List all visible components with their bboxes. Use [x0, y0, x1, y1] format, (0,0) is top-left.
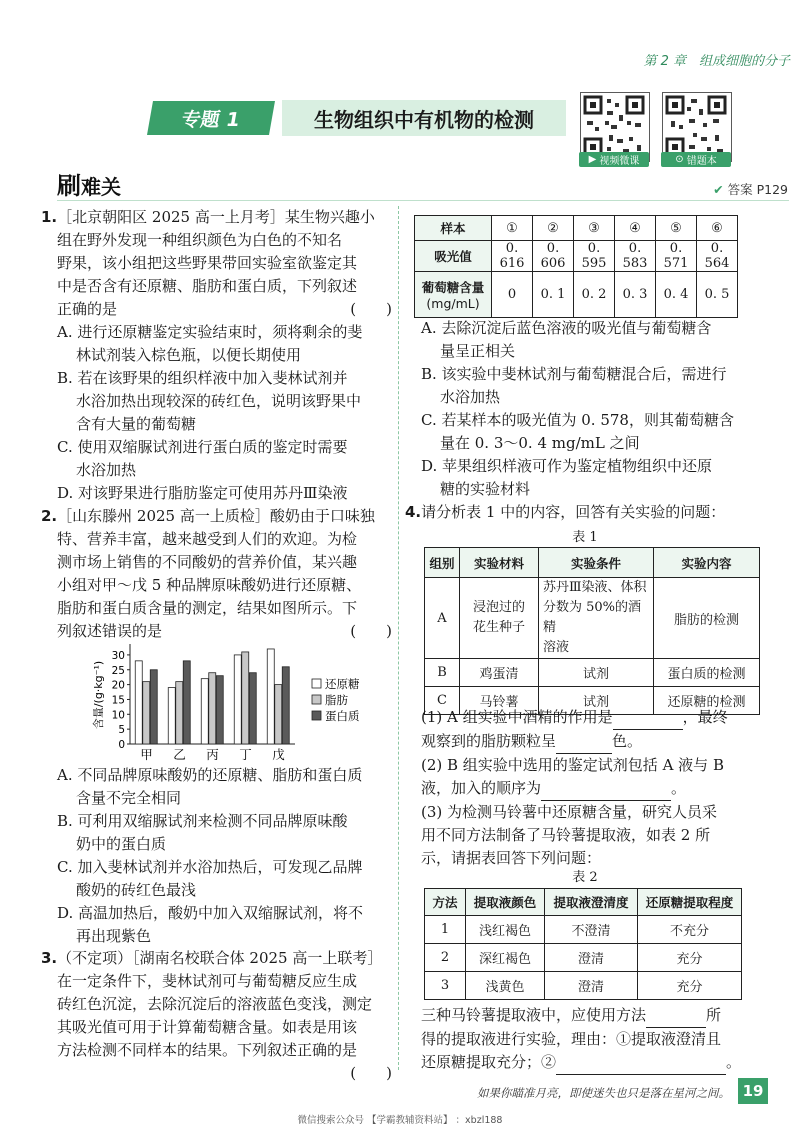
- x-tick-label: 丙: [206, 747, 219, 762]
- answer-blank[interactable]: [541, 777, 671, 801]
- stem-line: 其吸光值可用于计算葡萄糖含量。如表是用该: [57, 1018, 358, 1036]
- option-b[interactable]: [421, 363, 751, 409]
- table-cell: ②: [533, 216, 574, 241]
- question-4: [405, 501, 761, 524]
- option-c[interactable]: [57, 436, 392, 482]
- answer-blank[interactable]: [613, 706, 683, 730]
- y-tick-label: 10: [111, 709, 125, 722]
- bar-脂肪-丁: [242, 652, 249, 744]
- topic-title: 生物组织中有机物的检测: [282, 100, 566, 136]
- table-cell: 0. 2: [574, 272, 615, 318]
- cell-line: 溶液: [543, 640, 570, 655]
- answer-blank[interactable]: [556, 730, 612, 754]
- column-header: 实验材料: [460, 548, 539, 578]
- table-cell: 0. 1: [533, 272, 574, 318]
- table-cell: B: [425, 659, 460, 687]
- option-a[interactable]: [57, 764, 392, 810]
- table-row: [425, 916, 742, 944]
- cell-line: 分数为 50%的酒精: [543, 600, 642, 635]
- question-4-tail: [421, 1004, 761, 1075]
- table-cell: 试剂: [539, 687, 654, 715]
- sub-text: 还原糖提取充分；②: [421, 1053, 557, 1071]
- option-d[interactable]: [57, 482, 392, 505]
- y-axis-label: 含量/(g·kg⁻¹): [92, 660, 105, 730]
- bar-chart: [90, 640, 390, 762]
- legend-swatch: [312, 711, 321, 720]
- search-icon: ⊙: [675, 154, 687, 165]
- table-cell: 澄清: [545, 944, 638, 972]
- table-cell: 1: [425, 916, 466, 944]
- question-2: [41, 505, 392, 643]
- table-cell: A: [425, 578, 460, 659]
- y-tick-label: 0: [118, 739, 125, 751]
- option-line: 水浴加热: [440, 388, 501, 406]
- bar-脂肪-甲: [143, 682, 150, 744]
- table-cell: 3: [425, 972, 466, 1000]
- column-header: 组别: [425, 548, 460, 578]
- table-header-row: [425, 548, 760, 578]
- option-b[interactable]: [57, 367, 392, 436]
- footer-credit: 微信搜索公众号 【学霸教辅资料站】 ：xbzl188: [297, 1115, 503, 1126]
- stem-line: 中是否含有还原糖、脂肪和蛋白质，下列叙述: [57, 277, 358, 295]
- sub-text: ，最终: [682, 708, 728, 726]
- option-line: D. 高温加热后，酸奶中加入双缩脲试剂，将不: [57, 904, 364, 922]
- bar-脂肪-丙: [209, 673, 216, 744]
- sub-text: 。: [726, 1053, 742, 1071]
- question-number: 1.: [41, 208, 58, 226]
- column-header: 提取液澄清度: [545, 889, 638, 916]
- table-cell: 澄清: [545, 972, 638, 1000]
- column-header: 实验条件: [539, 548, 654, 578]
- cell-line: 苏丹Ⅲ染液、体积: [543, 580, 647, 595]
- answer-blank[interactable]: [556, 1051, 726, 1075]
- option-a[interactable]: [57, 321, 392, 367]
- sub-text: 所: [706, 1006, 722, 1024]
- sub-text: (3) 为检测马铃薯中还原糖含量，研究人员采: [421, 803, 718, 821]
- table-cell: 脂肪的检测: [654, 578, 760, 659]
- legend-swatch: [312, 679, 321, 688]
- table-cell: 浅黄色: [466, 972, 545, 1000]
- y-tick-label: 5: [118, 724, 125, 737]
- option-d[interactable]: [57, 902, 392, 948]
- table-row: [415, 216, 738, 241]
- stem-line: ［北京朝阳区 2025 高一上月考］某生物兴趣小: [57, 208, 375, 226]
- option-line: C. 若某样本的吸光值为 0. 578，则其葡萄糖含: [421, 411, 734, 429]
- table-cell: 0. 595: [574, 241, 615, 272]
- sub-text: 三种马铃薯提取液中，应使用方法: [421, 1006, 647, 1024]
- x-tick-label: 乙: [173, 747, 186, 762]
- stem-line: 脂肪和蛋白质含量的测定，结果如图所示。下: [57, 599, 358, 617]
- qr-pattern-icon: [581, 93, 647, 159]
- question-number: 4.: [405, 503, 422, 521]
- section-mark-big: 刷: [57, 172, 81, 200]
- extraction-table: [424, 888, 742, 1000]
- row-label: [415, 272, 492, 318]
- table-cell: 0. 606: [533, 241, 574, 272]
- bar-还原糖-甲: [135, 661, 142, 744]
- cell-line: 浸泡过的: [472, 600, 525, 615]
- table-cell: 0. 3: [615, 272, 656, 318]
- table-cell: 马铃薯: [460, 687, 539, 715]
- column-divider: [398, 206, 400, 1070]
- bar-还原糖-丁: [234, 655, 241, 744]
- table-row: [425, 578, 760, 659]
- qr-label-mistakes[interactable]: [661, 152, 731, 167]
- option-line: 水浴加热: [76, 461, 137, 479]
- stem-line: 请分析表 1 中的内容，回答有关实验的问题：: [421, 503, 726, 521]
- bar-蛋白质-戊: [282, 667, 289, 744]
- option-line: 林试剂装入棕色瓶，以便长期使用: [76, 346, 302, 364]
- option-line: C. 使用双缩脲试剂进行蛋白质的鉴定时需要: [57, 438, 348, 456]
- answer-label: 答案: [727, 182, 753, 197]
- answer-paren: ( ): [350, 1064, 392, 1082]
- table-cell: 深红褐色: [466, 944, 545, 972]
- bar-蛋白质-甲: [150, 670, 157, 744]
- answer-reference: [668, 180, 788, 198]
- sub-text: 得的提取液进行实验，理由：①提取液澄清且: [421, 1030, 722, 1048]
- option-line: 酸奶的砖红色最浅: [76, 881, 197, 899]
- table2-caption: 表 2: [572, 870, 598, 885]
- play-icon: ▶: [588, 154, 600, 165]
- table-cell: 充分: [638, 972, 742, 1000]
- table1-caption: 表 1: [572, 530, 598, 545]
- option-c[interactable]: [421, 409, 751, 455]
- footer-quote: 如果你瞄准月亮，即使迷失也只是落在星河之间。: [477, 1086, 730, 1100]
- question-3-options: [421, 317, 751, 501]
- table-cell: 0. 564: [697, 241, 738, 272]
- option-line: A. 不同品牌原味酸奶的还原糖、脂肪和蛋白质: [57, 766, 363, 784]
- sub-text: 观察到的脂肪颗粒呈: [421, 732, 557, 750]
- x-tick-label: 丁: [239, 747, 252, 762]
- option-line: 含有大量的葡萄糖: [76, 415, 197, 433]
- answer-paren: ( ): [350, 300, 392, 318]
- check-icon: ✔: [713, 182, 724, 197]
- table-cell: ⑥: [697, 216, 738, 241]
- column-header: 方法: [425, 889, 466, 916]
- question-number: 2.: [41, 507, 58, 525]
- option-d[interactable]: [421, 455, 751, 501]
- bar-还原糖-乙: [168, 688, 175, 744]
- option-line: 糖的实验材料: [440, 480, 531, 498]
- sub-text: 示，请据表回答下列问题：: [421, 849, 602, 867]
- table-cell: ①: [492, 216, 533, 241]
- stem-line: 野果，该小组把这些野果带回实验室欲鉴定其: [57, 254, 358, 272]
- page-number-text: 19: [742, 1082, 764, 1100]
- answer-paren: ( ): [350, 622, 392, 640]
- option-line: 量呈正相关: [440, 342, 516, 360]
- table-cell: 0. 571: [656, 241, 697, 272]
- legend-label: 脂肪: [325, 693, 348, 707]
- bar-脂肪-戊: [275, 685, 282, 744]
- experiment-table: [424, 547, 760, 715]
- question-2-options: [57, 764, 392, 948]
- option-b[interactable]: [57, 810, 392, 856]
- table-row: [425, 659, 760, 687]
- stem-line: 在一定条件下，斐林试剂可与葡萄糖反应生成: [57, 972, 358, 990]
- option-line: B. 该实验中斐林试剂与葡萄糖混合后，需进行: [421, 365, 727, 383]
- column-header: 提取液颜色: [466, 889, 545, 916]
- sub-text: 液，加入的顺序为: [421, 779, 542, 797]
- column-header: 还原糖提取程度: [638, 889, 742, 916]
- y-tick-label: 20: [111, 679, 125, 692]
- table-cell: 0. 583: [615, 241, 656, 272]
- chart-svg: [90, 640, 390, 762]
- table-cell: 0. 616: [492, 241, 533, 272]
- table-row: [415, 272, 738, 318]
- stem-line: 测市场上销售的不同酸奶的营养价值，某兴趣: [57, 553, 358, 571]
- topic-badge: [147, 101, 275, 135]
- table-header-row: [425, 889, 742, 916]
- y-tick-label: 30: [111, 649, 125, 662]
- question-number: 3.: [41, 949, 58, 967]
- row-label-line: (mg/mL): [426, 296, 480, 311]
- x-tick-label: 甲: [140, 747, 153, 762]
- absorbance-table: [414, 215, 738, 318]
- option-line: 含量不完全相同: [76, 789, 182, 807]
- table-cell: 试剂: [539, 659, 654, 687]
- option-line: 量在 0. 3～0. 4 mg/mL 之间: [440, 434, 640, 452]
- option-line: D. 苹果组织样液可作为鉴定植物组织中还原: [421, 457, 713, 475]
- sub-text: 色。: [612, 732, 643, 750]
- question-3: [41, 947, 392, 1085]
- stem-line: （不定项）［湖南名校联合体 2025 高一上联考］: [57, 949, 383, 967]
- option-line: D. 对该野果进行脂肪鉴定可使用苏丹Ⅲ染液: [57, 484, 348, 502]
- option-a[interactable]: [421, 317, 751, 363]
- table-cell: 充分: [638, 944, 742, 972]
- bar-蛋白质-丙: [216, 676, 223, 744]
- row-label: 样本: [415, 216, 492, 241]
- question-4-subparts: [421, 706, 761, 870]
- cell-line: 花生种子: [472, 620, 525, 635]
- option-line: 再出现紫色: [76, 927, 152, 945]
- section-mark-small: 难关: [81, 175, 121, 199]
- column-header: 实验内容: [654, 548, 760, 578]
- table-cell: ④: [615, 216, 656, 241]
- legend-label: 还原糖: [325, 677, 360, 691]
- stem-line: 方法检测不同样本的结果。下列叙述正确的是: [57, 1041, 358, 1059]
- table-cell: 还原糖的检测: [654, 687, 760, 715]
- table-row: [425, 944, 742, 972]
- table-cell: ⑤: [656, 216, 697, 241]
- chapter-title: 第 2 章 组成细胞的分子: [643, 54, 790, 69]
- table-row: [415, 241, 738, 272]
- table-cell: 0. 5: [697, 272, 738, 318]
- answer-blank[interactable]: [646, 1004, 706, 1028]
- table-cell: [539, 578, 654, 659]
- bar-还原糖-戊: [267, 649, 274, 744]
- answer-page: P129: [756, 182, 788, 197]
- qr-label-mistakes-text: 错题本: [686, 156, 717, 167]
- sub-text: 。: [671, 779, 687, 797]
- stem-line: 特、营养丰富，越来越受到人们的欢迎。为检: [57, 530, 358, 548]
- option-c[interactable]: [57, 856, 392, 902]
- table-cell: 鸡蛋清: [460, 659, 539, 687]
- table-cell: 0. 4: [656, 272, 697, 318]
- stem-line: 组在野外发现一种组织颜色为白色的不知名: [57, 231, 343, 249]
- bar-蛋白质-丁: [249, 673, 256, 744]
- bar-脂肪-乙: [176, 682, 183, 744]
- x-tick-label: 戊: [272, 747, 285, 762]
- y-tick-label: 15: [111, 694, 125, 707]
- row-label: 吸光值: [415, 241, 492, 272]
- table-cell: 不充分: [638, 916, 742, 944]
- option-line: 水浴加热出现较深的砖红色，说明该野果中: [76, 392, 362, 410]
- table-cell: 不澄清: [545, 916, 638, 944]
- y-tick-label: 25: [111, 664, 125, 677]
- option-line: 奶中的蛋白质: [76, 835, 167, 853]
- table-row: [425, 972, 742, 1000]
- row-label-line: 葡萄糖含量: [421, 280, 485, 295]
- table-cell: 浅红褐色: [466, 916, 545, 944]
- stem-line: ［山东滕州 2025 高一上质检］酸奶由于口味独: [57, 507, 375, 525]
- option-line: B. 若在该野果的组织样液中加入斐林试剂并: [57, 369, 348, 387]
- legend-swatch: [312, 695, 321, 704]
- sub-text: (1) A 组实验中酒精的作用是: [421, 708, 613, 726]
- table-cell: 2: [425, 944, 466, 972]
- table-cell: C: [425, 687, 460, 715]
- question-1: [41, 206, 392, 505]
- table-cell: 蛋白质的检测: [654, 659, 760, 687]
- option-line: C. 加入斐林试剂并水浴加热后，可发现乙品牌: [57, 858, 363, 876]
- bar-还原糖-丙: [201, 679, 208, 744]
- section-mark: [57, 166, 121, 201]
- table-cell: 0: [492, 272, 533, 318]
- qr-pattern-icon: [663, 93, 729, 159]
- option-line: A. 进行还原糖鉴定实验结束时，须将剩余的斐: [57, 323, 363, 341]
- table-cell: ③: [574, 216, 615, 241]
- stem-line: 正确的是: [57, 300, 118, 318]
- sub-text: (2) B 组实验中选用的鉴定试剂包括 A 液与 B: [421, 756, 724, 774]
- option-line: A. 去除沉淀后蓝色溶液的吸光值与葡萄糖含: [421, 319, 712, 337]
- topic-badge-label: 专题 1: [179, 108, 242, 131]
- stem-line: 列叙述错误的是: [57, 622, 163, 640]
- stem-line: 小组对甲～戊 5 种品牌原味酸奶进行还原糖、: [57, 576, 362, 594]
- sub-text: 用不同方法制备了马铃薯提取液，如表 2 所: [421, 826, 711, 844]
- table-cell: [460, 578, 539, 659]
- stem-line: 砖红色沉淀，去除沉淀后的溶液蓝色变浅，测定: [57, 995, 373, 1013]
- option-line: B. 可利用双缩脲试剂来检测不同品牌原味酸: [57, 812, 348, 830]
- qr-label-video-text: 视频微课: [599, 156, 640, 167]
- page-number: [738, 1078, 768, 1104]
- section-divider: [57, 200, 789, 201]
- legend-label: 蛋白质: [325, 709, 360, 723]
- qr-label-video[interactable]: [579, 152, 649, 167]
- bar-蛋白质-乙: [183, 661, 190, 744]
